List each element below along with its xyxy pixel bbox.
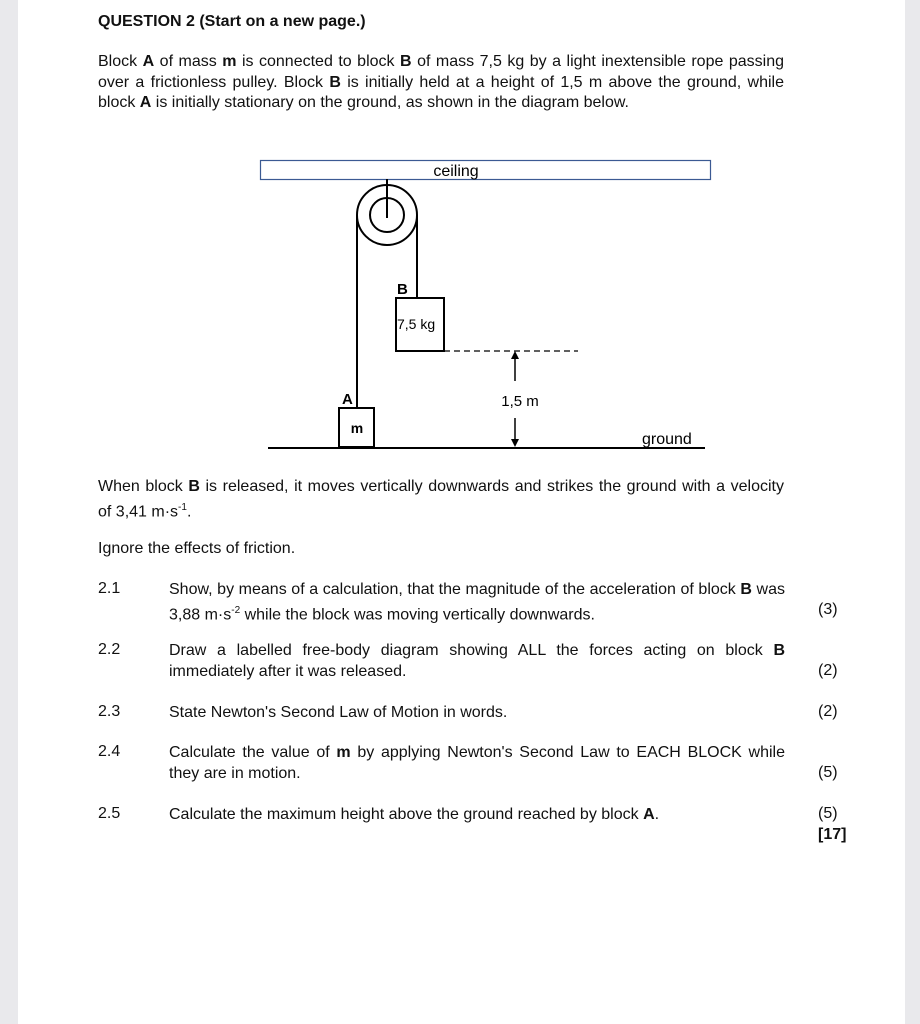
question-number: 2.5	[98, 805, 121, 822]
question-number: 2.1	[98, 580, 121, 597]
ceiling-label: ceiling	[433, 163, 479, 180]
question-text: Show, by means of a calculation, that the magnitude of the acceleration of block B was 3,88 $m\cdot s^{-2}$ while the block was moving vertically downwards.	[169, 581, 786, 623]
question-number: 2.3	[98, 703, 121, 720]
released-paragraph: When block B is released, it moves vertically downwards and strikes the ground with a velocity of 3,41 $m\cdot s^{-1}$.	[98, 478, 784, 520]
block-a-mass: m	[350, 420, 364, 436]
marks: (2)	[818, 662, 838, 679]
marks: (2)	[818, 703, 838, 720]
question-number: 2.2	[98, 641, 121, 658]
question-title: QUESTION 2 (Start on a new page.)	[98, 13, 366, 30]
marks: (5)	[818, 764, 838, 781]
block-a-label: A	[342, 391, 353, 408]
block-b-label: B	[397, 281, 408, 298]
question-text: Calculate the maximum height above the ground reached by block A.	[169, 806, 660, 823]
ceiling	[261, 161, 711, 180]
pulley-diagram	[0, 0, 920, 470]
block-b-mass: 7,5 kg	[397, 316, 436, 332]
intro-paragraph: Block A of mass m is connected to block B of mass 7,5 kg by a light inextensible rope passing over a frictionless pulley. Block B is initially held at a height of 1,5 m above the ground, while block A is initially stationary on the ground, as shown in the diagram below.	[98, 53, 785, 111]
total-marks: [17]	[818, 826, 847, 843]
question-text: State Newton's Second Law of Motion in words.	[169, 704, 508, 721]
question-number: 2.4	[98, 743, 121, 760]
ignore-friction-note: Ignore the effects of friction.	[98, 540, 296, 557]
question-text: Draw a labelled free-body diagram showing ALL the forces acting on block B immediately after it was released.	[169, 642, 785, 680]
marks: (3)	[818, 601, 838, 618]
question-text: Calculate the value of m by applying Newton's Second Law to EACH BLOCK while they are in motion.	[169, 744, 785, 782]
height-label: 1,5 m	[501, 393, 539, 410]
marks: (5)	[818, 805, 838, 822]
ground-label: ground	[642, 431, 692, 448]
